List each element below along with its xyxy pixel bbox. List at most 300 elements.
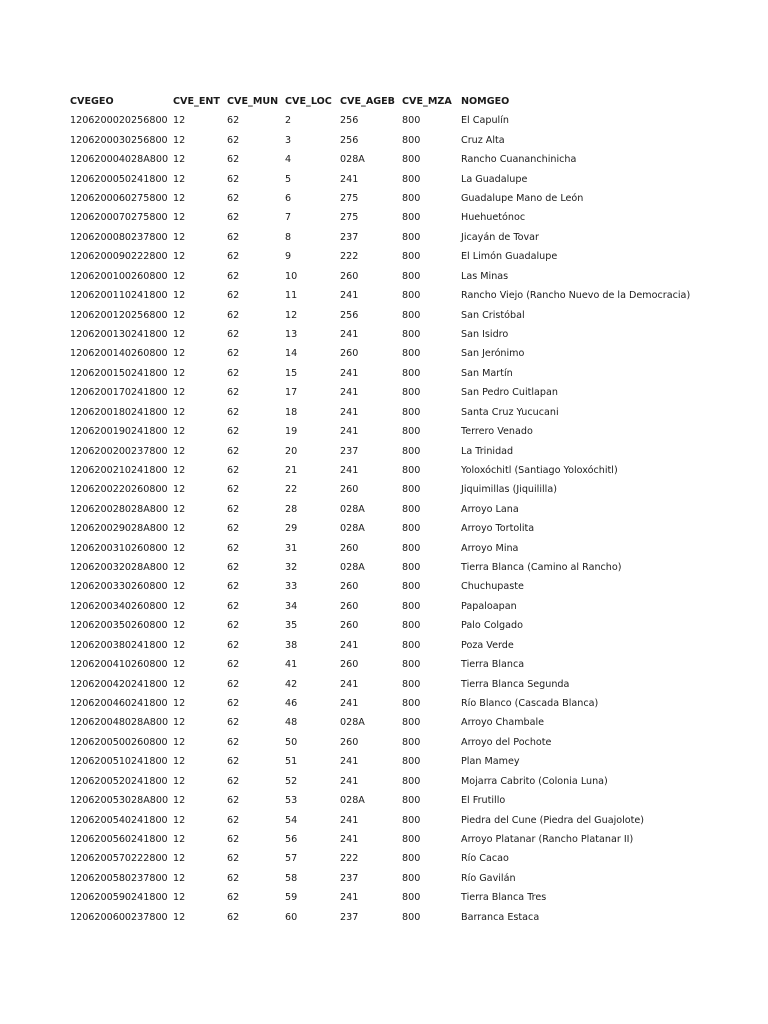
cell-cve-mza: 800 — [402, 484, 421, 496]
cell-cve-mun: 62 — [227, 697, 240, 709]
cell-cve-ageb: 260 — [340, 659, 359, 671]
table-row — [70, 189, 721, 208]
cell-cve-mza: 800 — [402, 892, 421, 904]
cell-cvegeo: 1206200210241800 — [70, 464, 168, 476]
table-row — [70, 131, 721, 150]
cell-cve-mza: 800 — [402, 154, 421, 166]
cell-cve-mza: 800 — [402, 406, 421, 418]
cell-cve-mza: 800 — [402, 620, 421, 632]
header-cve-ageb: CVE_AGEB — [340, 95, 395, 107]
cell-nomgeo: Jiquimillas (Jiquililla) — [461, 484, 557, 496]
cell-cve-ent: 12 — [173, 367, 186, 379]
header-cve-mza: CVE_MZA — [402, 95, 452, 107]
cell-nomgeo: Guadalupe Mano de León — [461, 193, 584, 205]
cell-nomgeo: La Trinidad — [461, 445, 514, 457]
cell-cve-loc: 7 — [285, 212, 292, 224]
cell-cvegeo: 120620028028A800 — [70, 503, 169, 515]
table-row — [70, 675, 721, 694]
cell-cve-ent: 12 — [173, 697, 186, 709]
cell-nomgeo: Tierra Blanca — [461, 659, 525, 671]
cell-cvegeo: 1206200220260800 — [70, 484, 168, 496]
cell-cvegeo: 1206200600237800 — [70, 911, 168, 923]
cell-cve-loc: 48 — [285, 717, 298, 729]
cell-cve-ageb: 260 — [340, 736, 359, 748]
cell-cvegeo: 1206200570222800 — [70, 853, 168, 865]
cell-nomgeo: Huehuetónoc — [461, 212, 526, 224]
cell-cve-ent: 12 — [173, 464, 186, 476]
cell-nomgeo: Arroyo Tortolita — [461, 523, 535, 535]
cell-nomgeo: Tierra Blanca (Camino al Rancho) — [461, 562, 622, 574]
cell-nomgeo: Chuchupaste — [461, 581, 524, 593]
cell-cve-mza: 800 — [402, 115, 421, 127]
cell-cvegeo: 1206200590241800 — [70, 892, 168, 904]
cell-cvegeo: 1206200350260800 — [70, 620, 168, 632]
cell-cvegeo: 1206200180241800 — [70, 406, 168, 418]
localities-table — [70, 92, 721, 927]
header-row — [70, 92, 721, 111]
cell-cve-ageb: 241 — [340, 406, 359, 418]
cell-cve-ent: 12 — [173, 309, 186, 321]
cell-cve-mun: 62 — [227, 639, 240, 651]
cell-cve-mun: 62 — [227, 348, 240, 360]
cell-cvegeo: 1206200410260800 — [70, 659, 168, 671]
cell-cve-ageb: 237 — [340, 445, 359, 457]
cell-cvegeo: 1206200060275800 — [70, 193, 168, 205]
cell-cve-ageb: 256 — [340, 115, 359, 127]
cell-cvegeo: 120620004028A800 — [70, 154, 169, 166]
cell-nomgeo: Tierra Blanca Segunda — [461, 678, 570, 690]
table-body — [70, 111, 721, 927]
cell-cve-ent: 12 — [173, 872, 186, 884]
cell-cve-ent: 12 — [173, 639, 186, 651]
cell-cvegeo: 1206200580237800 — [70, 872, 168, 884]
cell-cve-mza: 800 — [402, 795, 421, 807]
cell-cve-mza: 800 — [402, 542, 421, 554]
table-row — [70, 442, 721, 461]
table-row — [70, 714, 721, 733]
cell-cve-ent: 12 — [173, 193, 186, 205]
cell-cve-ent: 12 — [173, 348, 186, 360]
cell-cve-ageb: 237 — [340, 231, 359, 243]
cell-cve-mza: 800 — [402, 717, 421, 729]
cell-cve-loc: 28 — [285, 503, 298, 515]
cell-cve-ent: 12 — [173, 736, 186, 748]
cell-nomgeo: Santa Cruz Yucucani — [461, 406, 559, 418]
cell-cvegeo: 1206200120256800 — [70, 309, 168, 321]
cell-cvegeo: 1206200460241800 — [70, 697, 168, 709]
cell-cve-mun: 62 — [227, 503, 240, 515]
cell-cvegeo: 1206200380241800 — [70, 639, 168, 651]
cell-cve-mza: 800 — [402, 464, 421, 476]
cell-cvegeo: 1206200100260800 — [70, 270, 168, 282]
cell-cve-mun: 62 — [227, 154, 240, 166]
cell-cvegeo: 1206200080237800 — [70, 231, 168, 243]
cell-cve-loc: 15 — [285, 367, 298, 379]
header-nomgeo: NOMGEO — [461, 95, 510, 107]
cell-cve-loc: 34 — [285, 600, 298, 612]
cell-cve-mun: 62 — [227, 523, 240, 535]
cell-cve-ageb: 260 — [340, 542, 359, 554]
cell-nomgeo: San Isidro — [461, 328, 509, 340]
cell-cve-ent: 12 — [173, 270, 186, 282]
cell-nomgeo: El Limón Guadalupe — [461, 251, 558, 263]
cell-cve-ent: 12 — [173, 795, 186, 807]
cell-cve-ageb: 222 — [340, 853, 359, 865]
cell-cve-loc: 58 — [285, 872, 298, 884]
cell-cve-ageb: 028A — [340, 154, 365, 166]
cell-cve-loc: 52 — [285, 775, 298, 787]
cell-nomgeo: Terrero Venado — [461, 426, 533, 438]
cell-cve-mza: 800 — [402, 659, 421, 671]
cell-cve-ent: 12 — [173, 173, 186, 185]
cell-cve-loc: 17 — [285, 387, 298, 399]
cell-cve-mun: 62 — [227, 659, 240, 671]
cell-nomgeo: Plan Mamey — [461, 756, 520, 768]
cell-nomgeo: San Pedro Cuitlapan — [461, 387, 558, 399]
cell-cve-loc: 19 — [285, 426, 298, 438]
cell-cve-mza: 800 — [402, 328, 421, 340]
cell-cve-ageb: 260 — [340, 600, 359, 612]
cell-nomgeo: Arroyo Lana — [461, 503, 519, 515]
cell-cve-mza: 800 — [402, 639, 421, 651]
cell-cve-ageb: 241 — [340, 290, 359, 302]
table-row — [70, 267, 721, 286]
cell-cve-ent: 12 — [173, 659, 186, 671]
table-row — [70, 636, 721, 655]
cell-cve-loc: 56 — [285, 833, 298, 845]
cell-nomgeo: Río Gavilán — [461, 872, 516, 884]
table-row — [70, 403, 721, 422]
cell-cve-ageb: 241 — [340, 328, 359, 340]
table-row — [70, 733, 721, 752]
table-row — [70, 111, 721, 130]
cell-cve-ageb: 028A — [340, 795, 365, 807]
table-row — [70, 228, 721, 247]
cell-cve-mza: 800 — [402, 231, 421, 243]
cell-cve-loc: 50 — [285, 736, 298, 748]
cell-cvegeo: 120620053028A800 — [70, 795, 169, 807]
cell-nomgeo: Cruz Alta — [461, 134, 505, 146]
cell-cve-mun: 62 — [227, 562, 240, 574]
cell-cve-mun: 62 — [227, 600, 240, 612]
cell-cve-ent: 12 — [173, 756, 186, 768]
cell-cve-mun: 62 — [227, 756, 240, 768]
cell-cve-mun: 62 — [227, 736, 240, 748]
cell-cve-loc: 21 — [285, 464, 298, 476]
cell-cve-loc: 42 — [285, 678, 298, 690]
cell-cve-mun: 62 — [227, 387, 240, 399]
cell-cve-mza: 800 — [402, 697, 421, 709]
cell-cve-ent: 12 — [173, 387, 186, 399]
cell-cve-ageb: 241 — [340, 814, 359, 826]
table-row — [70, 480, 721, 499]
cell-cvegeo: 1206200510241800 — [70, 756, 168, 768]
cell-cvegeo: 1206200130241800 — [70, 328, 168, 340]
table-row — [70, 655, 721, 674]
cell-cve-ageb: 241 — [340, 367, 359, 379]
header-cvegeo: CVEGEO — [70, 95, 114, 107]
table-row — [70, 461, 721, 480]
cell-cve-mun: 62 — [227, 872, 240, 884]
cell-cvegeo: 1206200170241800 — [70, 387, 168, 399]
cell-nomgeo: Jicayán de Tovar — [461, 231, 539, 243]
table-row — [70, 578, 721, 597]
cell-cve-mun: 62 — [227, 678, 240, 690]
cell-cve-loc: 41 — [285, 659, 298, 671]
cell-cve-mza: 800 — [402, 445, 421, 457]
cell-cve-mza: 800 — [402, 833, 421, 845]
cell-cve-ageb: 028A — [340, 562, 365, 574]
cell-cve-ent: 12 — [173, 620, 186, 632]
cell-cve-mza: 800 — [402, 367, 421, 379]
cell-cve-mun: 62 — [227, 173, 240, 185]
cell-cve-ageb: 241 — [340, 697, 359, 709]
cell-cve-mun: 62 — [227, 464, 240, 476]
cell-nomgeo: Las Minas — [461, 270, 509, 282]
cell-cve-mza: 800 — [402, 581, 421, 593]
table-row — [70, 616, 721, 635]
cell-cve-ent: 12 — [173, 892, 186, 904]
cell-cvegeo: 120620029028A800 — [70, 523, 169, 535]
cell-cvegeo: 1206200340260800 — [70, 600, 168, 612]
cell-cve-mun: 62 — [227, 853, 240, 865]
cell-cve-loc: 32 — [285, 562, 298, 574]
cell-cve-mun: 62 — [227, 290, 240, 302]
cell-cvegeo: 1206200050241800 — [70, 173, 168, 185]
table-row — [70, 422, 721, 441]
cell-nomgeo: Yoloxóchitl (Santiago Yoloxóchitl) — [461, 464, 618, 476]
cell-cve-mza: 800 — [402, 348, 421, 360]
cell-cve-ageb: 241 — [340, 639, 359, 651]
cell-nomgeo: San Jerónimo — [461, 348, 525, 360]
cell-cve-mun: 62 — [227, 270, 240, 282]
table-row — [70, 325, 721, 344]
cell-cve-mza: 800 — [402, 562, 421, 574]
cell-cvegeo: 1206200150241800 — [70, 367, 168, 379]
cell-cve-mza: 800 — [402, 270, 421, 282]
cell-cvegeo: 1206200140260800 — [70, 348, 168, 360]
cell-cve-loc: 14 — [285, 348, 298, 360]
cell-nomgeo: Arroyo del Pochote — [461, 736, 552, 748]
cell-cve-mza: 800 — [402, 426, 421, 438]
table-row — [70, 772, 721, 791]
cell-nomgeo: Arroyo Chambale — [461, 717, 545, 729]
cell-cve-loc: 10 — [285, 270, 298, 282]
cell-cve-mza: 800 — [402, 911, 421, 923]
cell-cve-mun: 62 — [227, 328, 240, 340]
cell-cve-mza: 800 — [402, 503, 421, 515]
cell-cvegeo: 1206200560241800 — [70, 833, 168, 845]
cell-nomgeo: Papaloapan — [461, 600, 517, 612]
cell-nomgeo: Rancho Viejo (Rancho Nuevo de la Democracia) — [461, 290, 691, 302]
cell-cve-ageb: 260 — [340, 348, 359, 360]
table-row — [70, 500, 721, 519]
cell-cvegeo: 1206200540241800 — [70, 814, 168, 826]
table-row — [70, 830, 721, 849]
cell-cve-mun: 62 — [227, 911, 240, 923]
cell-nomgeo: Poza Verde — [461, 639, 514, 651]
cell-nomgeo: San Cristóbal — [461, 309, 525, 321]
cell-cve-ageb: 241 — [340, 426, 359, 438]
cell-cvegeo: 120620032028A800 — [70, 562, 169, 574]
table-row — [70, 247, 721, 266]
cell-cve-mun: 62 — [227, 795, 240, 807]
cell-cve-loc: 3 — [285, 134, 292, 146]
cell-cve-mun: 62 — [227, 367, 240, 379]
cell-cve-ent: 12 — [173, 717, 186, 729]
table-row — [70, 811, 721, 830]
cell-cve-ageb: 028A — [340, 717, 365, 729]
cell-cve-loc: 57 — [285, 853, 298, 865]
cell-cve-ageb: 275 — [340, 193, 359, 205]
cell-cve-mun: 62 — [227, 833, 240, 845]
cell-cve-ageb: 260 — [340, 620, 359, 632]
cell-cve-loc: 22 — [285, 484, 298, 496]
table-row — [70, 364, 721, 383]
cell-cvegeo: 1206200500260800 — [70, 736, 168, 748]
cell-cve-ageb: 260 — [340, 270, 359, 282]
cell-cvegeo: 1206200190241800 — [70, 426, 168, 438]
cell-cve-mza: 800 — [402, 309, 421, 321]
cell-cve-loc: 4 — [285, 154, 292, 166]
cell-cve-ageb: 241 — [340, 756, 359, 768]
cell-cve-loc: 54 — [285, 814, 298, 826]
cell-nomgeo: Río Blanco (Cascada Blanca) — [461, 697, 599, 709]
cell-nomgeo: El Frutillo — [461, 795, 506, 807]
cell-cve-ageb: 222 — [340, 251, 359, 263]
cell-cve-mun: 62 — [227, 212, 240, 224]
cell-cve-ageb: 028A — [340, 523, 365, 535]
cell-cve-ent: 12 — [173, 406, 186, 418]
table-row — [70, 694, 721, 713]
cell-cve-loc: 12 — [285, 309, 298, 321]
cell-cve-ent: 12 — [173, 212, 186, 224]
cell-nomgeo: Rancho Cuananchinicha — [461, 154, 577, 166]
table-row — [70, 286, 721, 305]
cell-cve-ent: 12 — [173, 853, 186, 865]
cell-cve-ageb: 256 — [340, 309, 359, 321]
header-cve-mun: CVE_MUN — [227, 95, 279, 107]
table-header — [70, 92, 721, 111]
cell-cve-ent: 12 — [173, 503, 186, 515]
cell-cve-ent: 12 — [173, 445, 186, 457]
cell-cvegeo: 1206200420241800 — [70, 678, 168, 690]
cell-cve-ageb: 237 — [340, 872, 359, 884]
cell-cvegeo: 1206200110241800 — [70, 290, 168, 302]
cell-cve-mun: 62 — [227, 814, 240, 826]
cell-cve-ent: 12 — [173, 562, 186, 574]
cell-cve-loc: 53 — [285, 795, 298, 807]
cell-nomgeo: La Guadalupe — [461, 173, 528, 185]
cell-cve-mun: 62 — [227, 445, 240, 457]
cell-cvegeo: 1206200020256800 — [70, 115, 168, 127]
cell-cve-mza: 800 — [402, 736, 421, 748]
cell-cvegeo: 1206200330260800 — [70, 581, 168, 593]
cell-cve-mza: 800 — [402, 523, 421, 535]
cell-cve-ent: 12 — [173, 134, 186, 146]
cell-nomgeo: Arroyo Platanar (Rancho Platanar II) — [461, 833, 634, 845]
cell-cve-mza: 800 — [402, 290, 421, 302]
cell-cve-mza: 800 — [402, 134, 421, 146]
cell-cve-ent: 12 — [173, 678, 186, 690]
cell-cve-mza: 800 — [402, 212, 421, 224]
table-row — [70, 888, 721, 907]
cell-nomgeo: San Martín — [461, 367, 513, 379]
cell-cve-mza: 800 — [402, 814, 421, 826]
cell-cve-ent: 12 — [173, 581, 186, 593]
cell-cve-loc: 51 — [285, 756, 298, 768]
cell-cve-mun: 62 — [227, 193, 240, 205]
cell-nomgeo: El Capulín — [461, 115, 509, 127]
cell-nomgeo: Arroyo Mina — [461, 542, 519, 554]
cell-cve-loc: 2 — [285, 115, 292, 127]
cell-cve-mza: 800 — [402, 853, 421, 865]
cell-cve-ent: 12 — [173, 115, 186, 127]
cell-cve-mza: 800 — [402, 173, 421, 185]
cell-cve-ent: 12 — [173, 426, 186, 438]
table-row — [70, 849, 721, 868]
cell-cve-mun: 62 — [227, 426, 240, 438]
table-row — [70, 539, 721, 558]
cell-nomgeo: Tierra Blanca Tres — [461, 892, 547, 904]
table-row — [70, 791, 721, 810]
cell-cvegeo: 1206200520241800 — [70, 775, 168, 787]
table-row — [70, 383, 721, 402]
cell-cve-mun: 62 — [227, 134, 240, 146]
cell-cve-mun: 62 — [227, 775, 240, 787]
cell-nomgeo: Barranca Estaca — [461, 911, 540, 923]
table-row — [70, 597, 721, 616]
cell-cve-mun: 62 — [227, 717, 240, 729]
cell-cve-mun: 62 — [227, 231, 240, 243]
cell-cve-ageb: 241 — [340, 833, 359, 845]
cell-cve-ent: 12 — [173, 542, 186, 554]
header-cve-loc: CVE_LOC — [285, 95, 332, 107]
cell-cve-mun: 62 — [227, 484, 240, 496]
cell-cve-mza: 800 — [402, 872, 421, 884]
cell-cvegeo: 1206200090222800 — [70, 251, 168, 263]
cell-cve-ent: 12 — [173, 833, 186, 845]
cell-cve-mun: 62 — [227, 542, 240, 554]
table-row — [70, 344, 721, 363]
cell-cve-mun: 62 — [227, 581, 240, 593]
cell-cve-ageb: 241 — [340, 678, 359, 690]
cell-cve-loc: 6 — [285, 193, 292, 205]
cell-cve-ent: 12 — [173, 484, 186, 496]
cell-cve-loc: 11 — [285, 290, 298, 302]
cell-cve-mza: 800 — [402, 387, 421, 399]
table-row — [70, 869, 721, 888]
cell-cve-loc: 20 — [285, 445, 298, 457]
cell-cve-mza: 800 — [402, 251, 421, 263]
cell-nomgeo: Palo Colgado — [461, 620, 523, 632]
cell-cve-mza: 800 — [402, 678, 421, 690]
cell-cve-mza: 800 — [402, 756, 421, 768]
cell-cve-ageb: 241 — [340, 464, 359, 476]
cell-cve-ent: 12 — [173, 523, 186, 535]
cell-cve-ageb: 241 — [340, 387, 359, 399]
cell-cve-mun: 62 — [227, 406, 240, 418]
table-row — [70, 519, 721, 538]
cell-cve-mza: 800 — [402, 193, 421, 205]
cell-cve-loc: 38 — [285, 639, 298, 651]
cell-cve-loc: 31 — [285, 542, 298, 554]
cell-cve-ent: 12 — [173, 251, 186, 263]
cell-cve-ageb: 241 — [340, 173, 359, 185]
cell-cve-ageb: 237 — [340, 911, 359, 923]
cell-cve-loc: 9 — [285, 251, 292, 263]
cell-nomgeo: Piedra del Cune (Piedra del Guajolote) — [461, 814, 645, 826]
